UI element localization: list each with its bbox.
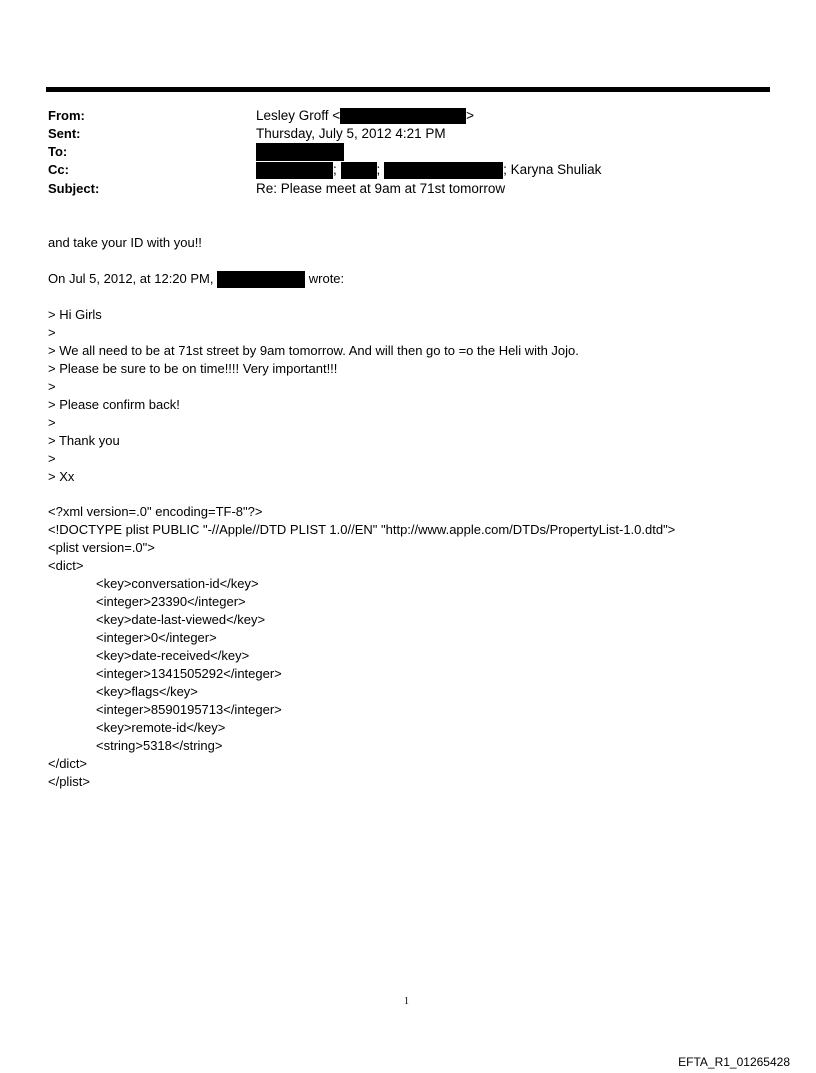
dict-open: <dict> xyxy=(48,558,84,573)
cc-separator: ; xyxy=(333,162,337,177)
to-value xyxy=(256,143,344,161)
plist-entry: <key>date-received</key> xyxy=(96,648,250,663)
from-name: Lesley Groff < xyxy=(256,108,341,123)
to-label: To: xyxy=(48,144,68,159)
cc-last: ; Karyna Shuliak xyxy=(503,162,602,177)
plist-entry: <integer>1341505292</integer> xyxy=(96,666,282,681)
from-suffix: > xyxy=(466,108,475,123)
redaction-box xyxy=(340,108,466,124)
cc-separator: ; xyxy=(376,162,381,177)
plist-entry: <string>5318</string> xyxy=(96,738,223,753)
header-rule xyxy=(46,87,770,92)
quoted-line: > xyxy=(48,451,56,466)
redaction-box xyxy=(217,271,305,288)
subject-value: Re: Please meet at 9am at 71st tomorrow xyxy=(256,181,506,196)
cc-value xyxy=(256,161,601,179)
redaction-box xyxy=(384,162,503,179)
page-number: 1 xyxy=(404,996,409,1007)
plist-entry: <key>remote-id</key> xyxy=(96,720,226,735)
cc-label: Cc: xyxy=(48,162,69,177)
quoted-line: > xyxy=(48,325,56,340)
quoted-line: > xyxy=(48,415,56,430)
plist-entry: <key>date-last-viewed</key> xyxy=(96,612,266,627)
plist-close: </plist> xyxy=(48,774,90,789)
from-label: From: xyxy=(48,108,85,123)
xml-declaration: <?xml version=.0" encoding=TF-8"?> xyxy=(48,504,263,519)
dict-close: </dict> xyxy=(48,756,88,771)
sent-label: Sent: xyxy=(48,126,81,141)
attribution-prefix: On Jul 5, 2012, at 12:20 PM, xyxy=(48,271,214,286)
quoted-line: > Thank you xyxy=(48,433,120,448)
redaction-box xyxy=(256,143,344,161)
redaction-box xyxy=(256,162,333,179)
quoted-line: > Hi Girls xyxy=(48,307,102,322)
plist-open: <plist version=.0"> xyxy=(48,540,155,555)
quoted-line: > Xx xyxy=(48,469,75,484)
from-value xyxy=(256,107,474,125)
quoted-line: > We all need to be at 71st street by 9am tomorrow. And will then go to =o the Heli with Jojo. xyxy=(48,343,579,358)
quoted-line: > xyxy=(48,379,56,394)
plist-entry: <key>conversation-id</key> xyxy=(96,576,259,591)
plist-entry: <key>flags</key> xyxy=(96,684,198,699)
quoted-line: > Please be sure to be on time!!!! Very important!!! xyxy=(48,361,338,376)
plist-entry: <integer>23390</integer> xyxy=(96,594,246,609)
reply-text: and take your ID with you!! xyxy=(48,235,202,250)
attribution-suffix: wrote: xyxy=(308,271,345,286)
plist-entry: <integer>0</integer> xyxy=(96,630,217,645)
xml-doctype: <!DOCTYPE plist PUBLIC "-//Apple//DTD PLIST 1.0//EN" "http://www.apple.com/DTDs/PropertyList-1.0.dtd"> xyxy=(48,522,676,537)
sent-value: Thursday, July 5, 2012 4:21 PM xyxy=(256,126,446,141)
quoted-line: > Please confirm back! xyxy=(48,397,180,412)
redaction-box xyxy=(341,162,377,179)
bates-number: EFTA_R1_01265428 xyxy=(678,1055,790,1069)
plist-entry: <integer>8590195713</integer> xyxy=(96,702,282,717)
subject-label: Subject: xyxy=(48,181,100,196)
attribution-line xyxy=(48,270,344,288)
